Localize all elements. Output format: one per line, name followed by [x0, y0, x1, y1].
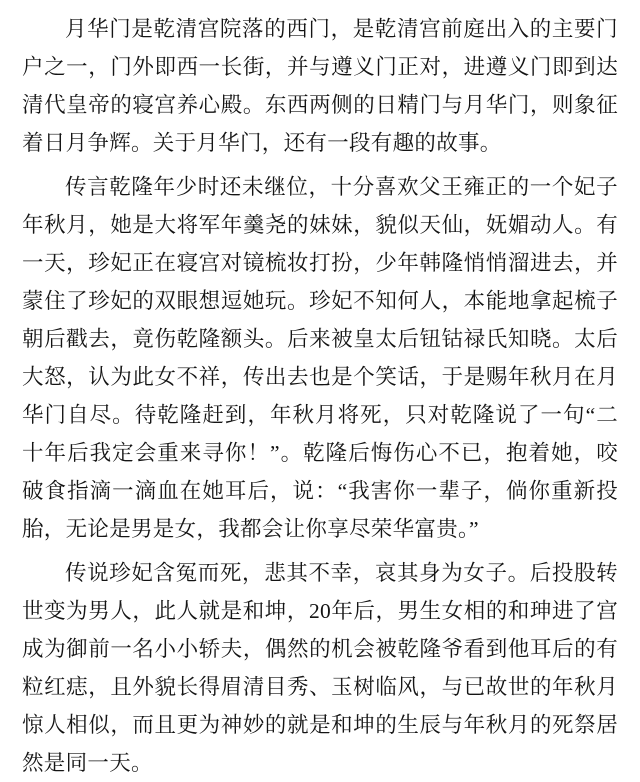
paragraph-3: 传说珍妃含冤而死，悲其不幸，哀其身为女子。后投股转世变为男人，此人就是和坤，20年后，男生女相的和珅进了宫成为御前一名小小轿夫，偶然的机会被乾隆爷看到他耳后的有粒红痣，且外貌长得眉清目秀、玉树临风，与已故世的年秋月惊人相似，而且更为神妙的就是和坤的生辰与年秋月的死祭居然是同一天。	[22, 561, 618, 775]
paragraph-1: 月华门是乾清宫院落的西门，是乾清宫前庭出入的主要门户之一，门外即西一长街，并与遵义门正对，进遵义门即到达清代皇帝的寝宫养心殿。东西两侧的日精门与月华门，则象征着日月争辉。关于月华门，还有一段有趣的故事。	[22, 17, 618, 155]
paragraph-2: 传言乾隆年少时还未继位，十分喜欢父王雍正的一个妃子年秋月，她是大将军年羹尧的妹妹，貌似天仙，妩媚动人。有一天，珍妃正在寝宫对镜梳妆打扮，少年韩隆悄悄溜进去，并蒙住了珍妃的双眼想逗她玩。珍妃不知何人，本能地拿起梳子朝后戳去，竟伤乾隆额头。后来被皇太后钮钴禄氏知晓。太后大怒，认为此女不祥，传出去也是个笑话，于是赐年秋月在月华门自尽。待乾隆赶到，年秋月将死，只对乾隆说了一句“二十年后我定会重来寻你！”。乾隆后悔伤心不已，抱着她，咬破食指滴一滴血在她耳后，说：“我害你一辈子，倘你重新投胎，无论是男是女，我都会让你享尽荣华富贵。”	[22, 175, 618, 541]
